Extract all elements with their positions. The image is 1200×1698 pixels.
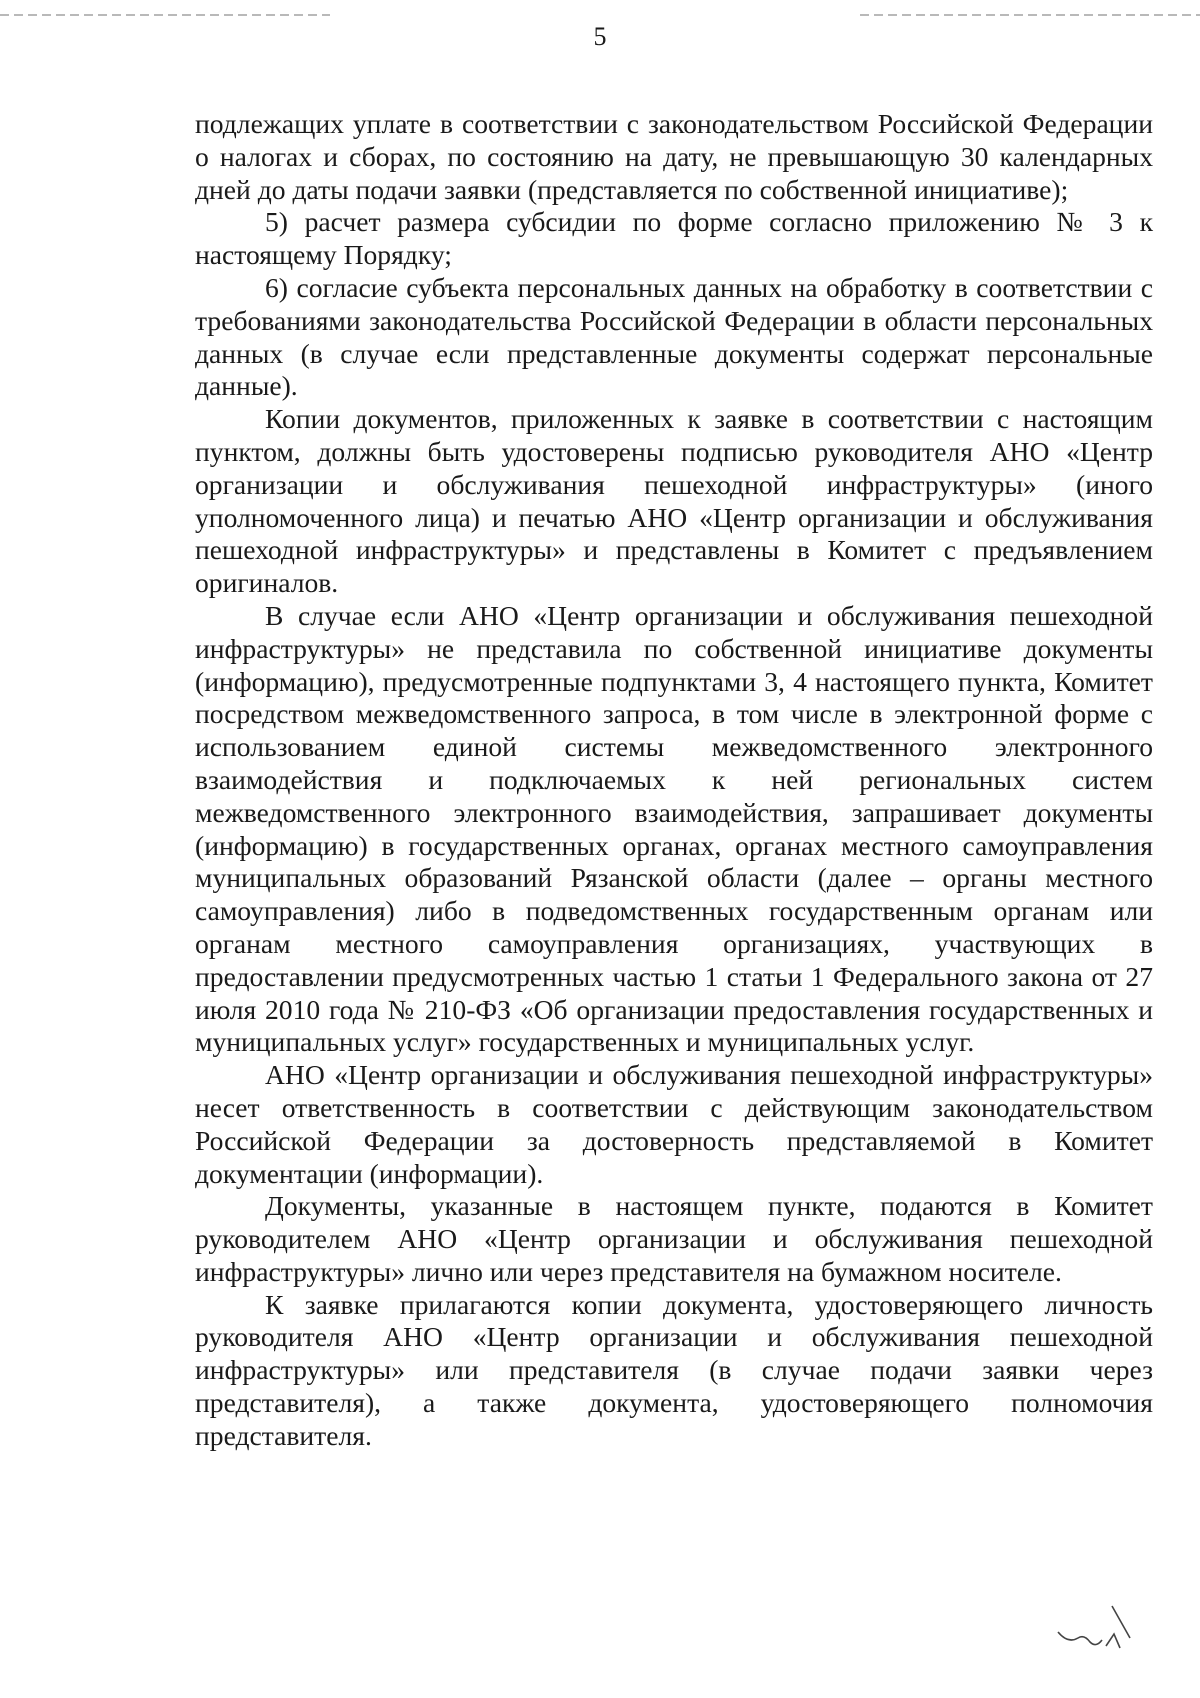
paragraph-responsibility: АНО «Центр организации и обслуживания пешеходной инфраструктуры» несет ответственность в соответствии с действующим законодательством Российской Федерации за достоверность представляемой в Комитет документации (информации). xyxy=(195,1059,1153,1189)
paragraph-copies: Копии документов, приложенных к заявке в соответствии с настоящим пунктом, должны быть удостоверены подписью руководителя АНО «Центр организации и обслуживания пешеходной инфраструктуры» (иного уполномоченного лица) и печатью АНО «Центр организации и обслуживания пешеходной инфраструктуры» и представлены в Комитет с предъявлением оригиналов. xyxy=(195,403,1153,599)
page-number: 5 xyxy=(593,22,607,51)
paragraph-continuation: подлежащих уплате в соответствии с законодательством Российской Федерации о налогах и сборах, по состоянию на дату, не превышающую 30 календарных дней до даты подачи заявки (представляется по собственной инициативе); xyxy=(195,108,1153,205)
handwritten-initials-mark xyxy=(1050,1598,1140,1658)
paragraph-item-6: 6) согласие субъекта персональных данных на обработку в соответствии с требованиями законодательства Российской Федерации в области персональных данных (в случае если представленные документы содержат персональные данные). xyxy=(195,271,1153,402)
scan-artifact-top-left xyxy=(0,14,330,16)
paragraph-submission: Документы, указанные в настоящем пункте, подаются в Комитет руководителем АНО «Центр организации и обслуживания пешеходной инфраструктуры» лично или через представителя на бумажном носителе. xyxy=(195,1190,1153,1287)
document-body xyxy=(195,108,1153,1453)
paragraph-attachments: К заявке прилагаются копии документа, удостоверяющего личность руководителя АНО «Центр организации и обслуживания пешеходной инфраструктуры» или представителя (в случае подачи заявки через представителя), а также документа, удостоверяющего полномочия представителя. xyxy=(195,1288,1153,1451)
paragraph-item-5: 5) расчет размера субсидии по форме согласно приложению № 3 к настоящему Порядку; xyxy=(195,206,1153,271)
scan-artifact-top-right xyxy=(860,14,1200,16)
paragraph-interagency-request: В случае если АНО «Центр организации и обслуживания пешеходной инфраструктуры» не представила по собственной инициативе документы (информацию), предусмотренные подпунктами 3, 4 настоящего пункта, Комитет посредством межведомственного запроса, в том числе в электронной форме с использованием единой системы межведомственного электронного взаимодействия и подключаемых к ней региональных систем межведомственного электронного взаимодействия, запрашивает документы (информацию) в государственных органах, органах местного самоуправления муниципальных образований Рязанской области (далее – органы местного самоуправления) либо в подведомственных государственным органам или органам местного самоуправления организациях, участвующих в предоставлении предусмотренных частью 1 статьи 1 Федерального закона от 27 июля 2010 года № 210-ФЗ «Об организации предоставления государственных и муниципальных услуг» государственных и муниципальных услуг. xyxy=(195,599,1153,1058)
